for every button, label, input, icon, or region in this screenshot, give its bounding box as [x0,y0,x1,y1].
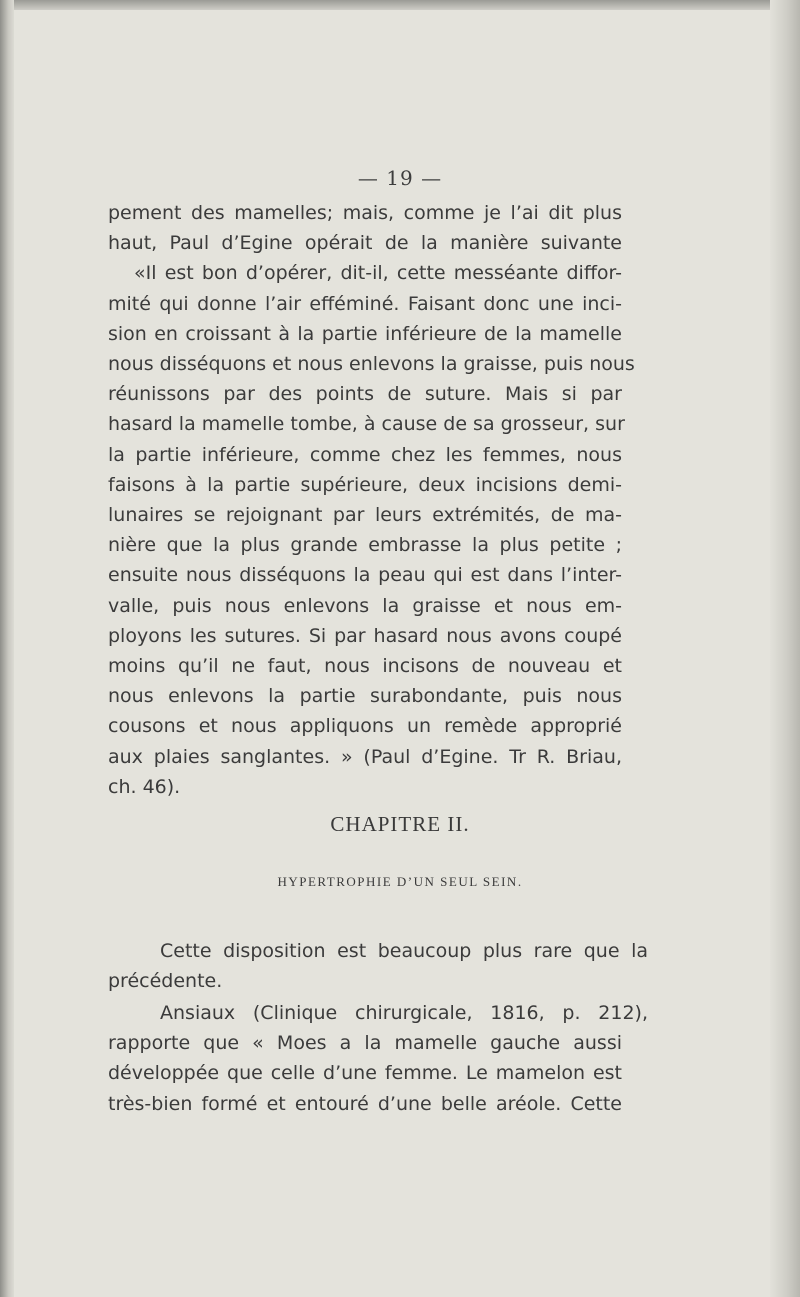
text-line: mité qui donne l’air efféminé. Faisant donc une inci- [108,292,622,315]
text-line: Ansiaux (Clinique chirurgicale, 1816, p. 212), [160,1002,648,1024]
text-line: nous disséquons et nous enlevons la graisse, puis nous [108,353,635,375]
chapter-title: CHAPITRE II. [330,812,470,836]
text-line: lunaires se rejoignant par leurs extrémités, de ma- [108,504,622,526]
page-right-edge [770,0,800,1297]
text-line: aux plaies sanglantes. » (Paul d’Egine. Tr R. Briau, [108,745,622,768]
text-line: réunissons par des points de suture. Mais si par [108,383,622,406]
text-line: faisons à la partie supérieure, deux incisions demi- [108,473,622,496]
text-line: moins qu’il ne faut, nous incisons de nouveau et [108,655,622,677]
text-line: ch. 46). [108,775,181,798]
text-line: rapporte que « Moes a la mamelle gauche aussi [108,1032,622,1055]
text-line: très-bien formé et entouré d’une belle aréole. Cette [108,1092,622,1115]
chapter-subtitle: HYPERTROPHIE D’UN SEUL SEIN. [277,874,523,889]
text-line: ployons les sutures. Si par hasard nous avons coupé [108,624,622,647]
text-line: haut, Paul d’Egine opérait de la manière suivante [108,232,622,255]
text-line: ensuite nous disséquons la peau qui est dans l’inter- [108,564,622,587]
text-line: nous enlevons la partie surabondante, puis nous [108,685,622,708]
text-line: sion en croissant à la partie inférieure de la mamelle [108,322,622,345]
text-line: développée que celle d’une femme. Le mamelon est [108,1062,622,1085]
text-line: hasard la mamelle tombe, à cause de sa grosseur, sur [108,413,625,436]
text-line: cousons et nous appliquons un remède approprié [108,715,622,738]
page-left-edge [0,0,14,1297]
page-number: — 19 — [357,166,443,190]
text-line: pement des mamelles; mais, comme je l’ai dit plus [108,202,622,224]
text-line: «Il est bon d’opérer, dit-il, cette messéante diffor- [134,262,622,285]
text-line: valle, puis nous enlevons la graisse et nous em- [108,594,622,617]
text-line: précédente. [108,970,223,993]
text-line: nière que la plus grande embrasse la plus petite ; [108,534,622,557]
text-line: Cette disposition est beaucoup plus rare que la [160,940,648,962]
text-line: la partie inférieure, comme chez les femmes, nous [108,443,622,466]
